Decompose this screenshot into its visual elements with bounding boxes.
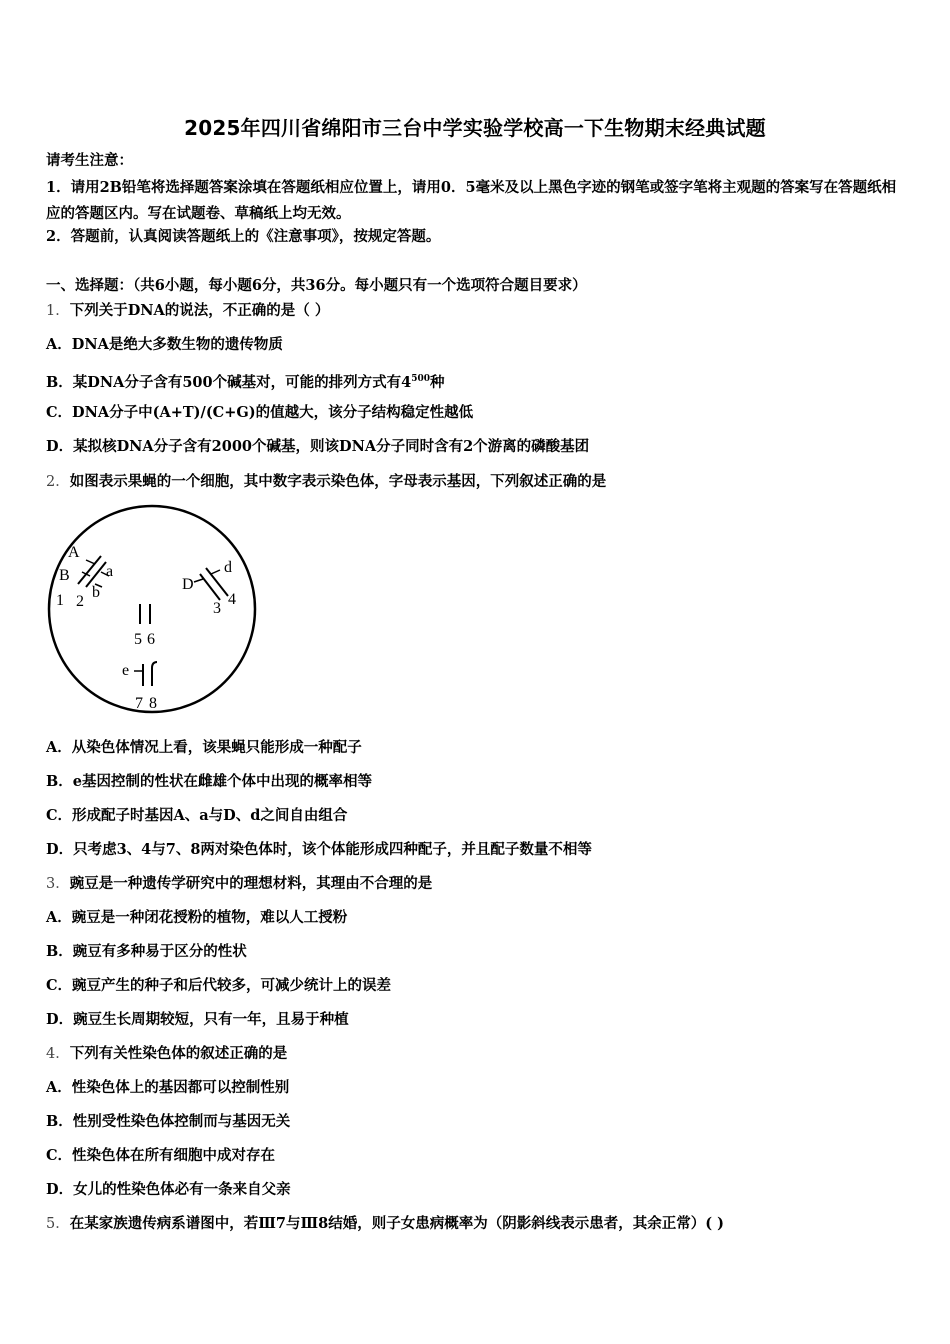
section-heading: 一、选择题：（共6小题，每小题6分，共36分。每小题只有一个选项符合题目要求） (46, 277, 587, 294)
option-text: B．某DNA分子含有500个碱基对，可能的排列方式有4 (46, 374, 412, 391)
question-number: 4． (46, 1046, 70, 1062)
q3-option-a: A．豌豆是一种闭花授粉的植物，难以人工授粉 (46, 909, 348, 926)
chromosome-number: 5 (134, 631, 142, 648)
chromosome-number: 2 (76, 593, 84, 610)
question-2 (46, 471, 906, 493)
page-title: 2025年四川省绵阳市三台中学实验学校高一下生物期末经典试题 (184, 116, 766, 140)
q3-option-c: C．豌豆产生的种子和后代较多，可减少统计上的误差 (46, 977, 392, 994)
chromosome-number: 6 (147, 631, 155, 648)
option-text-suffix: 种 (430, 374, 445, 391)
q1-option-d: D．某拟核DNA分子含有2000个碱基，则该DNA分子同时含有2个游离的磷酸基团 (46, 438, 590, 455)
chromosome-number: 4 (228, 591, 236, 608)
question-1 (46, 300, 906, 322)
gene-label: e (122, 662, 130, 679)
q4-option-a: A．性染色体上的基因都可以控制性别 (46, 1079, 290, 1096)
chromosome-1 (78, 556, 101, 584)
notice-item-1: 1．请用2B铅笔将选择题答案涂填在答题纸相应位置上，请用0．5毫米及以上黑色字迹的钢笔或签字笔将主观题的答案写在答题纸相应的答题区内。写在试题卷、草稿纸上均无效。 (46, 179, 897, 222)
q3-option-b: B．豌豆有多种易于区分的性状 (46, 943, 247, 960)
question-stem: 在某家族遗传病系谱图中，若Ⅲ7与Ⅲ8结婚，则子女患病概率为（阴影斜线表示患者，其余正常）( ) (69, 1215, 724, 1232)
q4-option-b: B．性别受性染色体控制而与基因无关 (46, 1113, 291, 1130)
q2-option-d: D．只考虑3、4与7、8两对染色体时，该个体能形成四种配子，并且配子数量不相等 (46, 841, 592, 858)
question-stem: 如图表示果蝇的一个细胞，其中数字表示染色体，字母表示基因，下列叙述正确的是 (69, 473, 607, 490)
q1-option-c: C．DNA分子中(A+T)/(C+G)的值越大，该分子结构稳定性越低 (46, 404, 474, 421)
gene-label: b (92, 584, 100, 601)
q2-option-b: B．e基因控制的性状在雌雄个体中出现的概率相等 (46, 773, 372, 790)
question-3 (46, 873, 906, 895)
gene-label: d (224, 559, 232, 576)
chromosome-8 (152, 662, 157, 686)
question-5 (46, 1213, 906, 1235)
question-number: 5． (46, 1216, 70, 1232)
gene-label: a (106, 563, 114, 580)
chromosome-3 (200, 574, 220, 600)
q2-option-a: A．从染色体情况上看，该果蝇只能形成一种配子 (46, 739, 362, 756)
q2-option-c: C．形成配子时基因A、a与D、d之间自由组合 (46, 807, 348, 824)
gene-label: D (182, 576, 194, 593)
gene-label: B (59, 567, 70, 584)
question-stem: 下列关于DNA的说法，不正确的是（ ） (69, 302, 330, 319)
chromosome-number: 7 (135, 695, 143, 712)
exponent: 500 (411, 374, 430, 384)
q1-option-a: A．DNA是绝大多数生物的遗传物质 (46, 336, 283, 353)
question-number: 2． (46, 474, 70, 490)
cell-diagram (46, 502, 260, 716)
gene-label: A (68, 544, 80, 561)
chromosome-number: 3 (213, 600, 221, 617)
q1-option-b (46, 368, 906, 394)
chromosome-number: 8 (149, 695, 157, 712)
q4-option-d: D．女儿的性染色体必有一条来自父亲 (46, 1181, 291, 1198)
question-number: 3． (46, 876, 70, 892)
question-4 (46, 1043, 906, 1065)
question-stem: 豌豆是一种遗传学研究中的理想材料，其理由不合理的是 (69, 875, 433, 892)
question-number: 1． (46, 303, 70, 319)
q4-option-c: C．性染色体在所有细胞中成对存在 (46, 1147, 276, 1164)
notice-item-2: 2．答题前，认真阅读答题纸上的《注意事项》，按规定答题。 (46, 228, 441, 245)
question-stem: 下列有关性染色体的叙述正确的是 (69, 1045, 288, 1062)
notice-heading: 请考生注意： (46, 152, 133, 169)
q3-option-d: D．豌豆生长周期较短，只有一年，且易于种植 (46, 1011, 349, 1028)
chromosome-number: 1 (56, 592, 64, 609)
